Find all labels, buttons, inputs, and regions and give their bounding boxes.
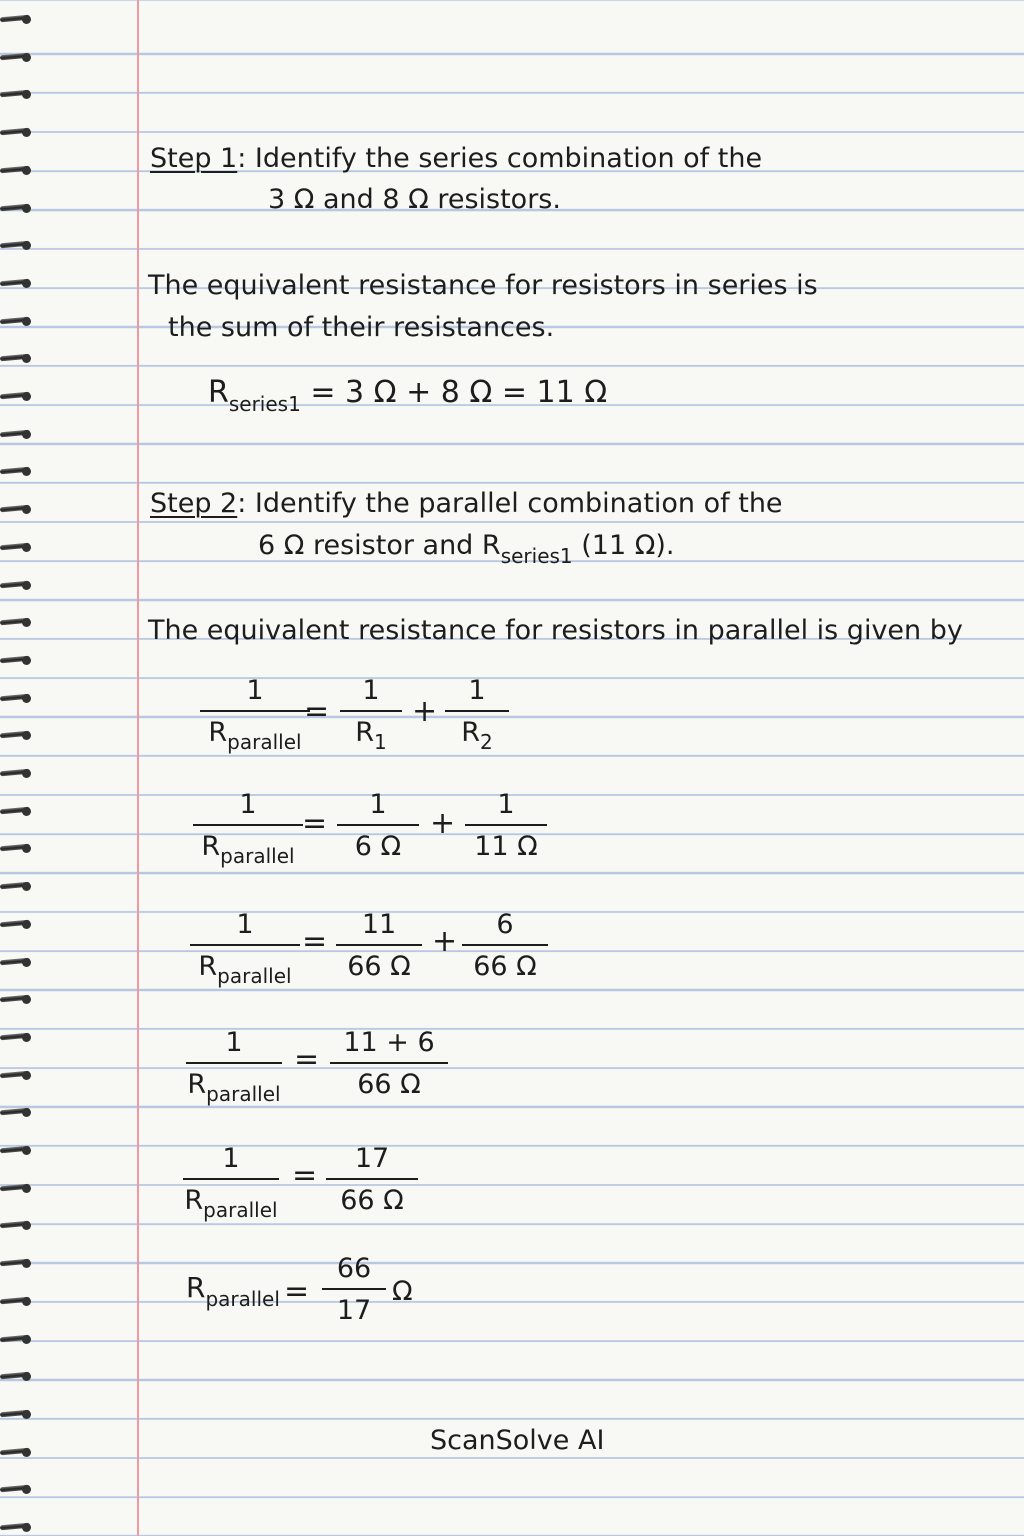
parallel-sub: parallel xyxy=(205,1287,280,1311)
step2-heading xyxy=(150,488,783,520)
eq2-frac1-num: 1 xyxy=(369,789,387,820)
spiral-coil xyxy=(0,1371,36,1383)
spiral-binding xyxy=(0,0,44,1536)
spiral-coil xyxy=(0,1334,36,1346)
spiral-coil xyxy=(0,693,36,705)
spiral-coil xyxy=(0,919,36,931)
step2-line2a: 6 Ω resistor and xyxy=(258,530,474,561)
eq5-frac-num: 17 xyxy=(354,1143,390,1174)
eq1-frac2-den xyxy=(445,712,509,754)
eq4-frac-den: 66 Ω xyxy=(357,1069,421,1100)
eq4-frac-num: 11 + 6 xyxy=(343,1027,435,1058)
spiral-coil xyxy=(0,768,36,780)
step2-sub: series1 xyxy=(500,544,573,568)
eq5-lhs-den xyxy=(183,1180,279,1222)
spiral-coil xyxy=(0,1409,36,1421)
spiral-coil xyxy=(0,580,36,592)
spiral-coil xyxy=(0,1447,36,1459)
spiral-coil xyxy=(0,429,36,441)
eq5-lhs-fraction xyxy=(183,1143,279,1222)
step1-label: Step 1 xyxy=(150,143,238,174)
eq3-lhs-fraction xyxy=(190,909,300,988)
r-symbol: R xyxy=(184,1185,204,1216)
spiral-coil xyxy=(0,1070,36,1082)
eq2-lhs-fraction xyxy=(193,789,303,868)
margin-line xyxy=(137,0,139,1536)
eq3-plus: + xyxy=(432,924,458,959)
parallel-text: The equivalent resistance for resistors in parallel is given by xyxy=(148,615,963,646)
eq1-lhs-num: 1 xyxy=(246,675,264,706)
spiral-coil xyxy=(0,165,36,177)
spiral-coil xyxy=(0,316,36,328)
spiral-coil xyxy=(0,1484,36,1496)
eq1-frac1-den xyxy=(340,712,402,754)
step2-line2 xyxy=(258,530,675,568)
r2-symbol: R xyxy=(461,717,481,748)
eq1-lhs-fraction xyxy=(200,675,310,754)
spiral-coil xyxy=(0,617,36,629)
eq6-frac xyxy=(322,1254,386,1326)
eq5-frac xyxy=(326,1144,418,1216)
series-sub: series1 xyxy=(228,392,301,416)
eq5-frac-den: 66 Ω xyxy=(340,1185,404,1216)
parallel-sub: parallel xyxy=(203,1198,278,1222)
r1-symbol: R xyxy=(355,717,375,748)
spiral-coil xyxy=(0,843,36,855)
eq2-frac2-den: 11 Ω xyxy=(474,831,538,862)
step2-line1: : Identify the parallel combination of the xyxy=(237,488,783,519)
spiral-coil xyxy=(0,957,36,969)
eq6-frac-num: 66 xyxy=(336,1253,372,1284)
step2-line2b: (11 Ω). xyxy=(581,530,675,561)
parallel-sub: parallel xyxy=(220,844,295,868)
spiral-coil xyxy=(0,391,36,403)
parallel-sub: parallel xyxy=(227,730,302,754)
series-r: R xyxy=(208,375,229,410)
eq2-equals: = xyxy=(302,806,328,841)
series-equation xyxy=(208,375,608,416)
spiral-coil xyxy=(0,466,36,478)
parallel-sub: parallel xyxy=(217,964,292,988)
eq5-equals: = xyxy=(292,1158,318,1193)
eq4-lhs-fraction xyxy=(186,1027,282,1106)
r2-sub: 2 xyxy=(480,730,493,754)
eq3-frac1-den: 66 Ω xyxy=(347,951,411,982)
spiral-coil xyxy=(0,52,36,64)
spiral-coil xyxy=(0,89,36,101)
eq2-lhs-num: 1 xyxy=(239,789,257,820)
eq5-lhs-num: 1 xyxy=(222,1143,240,1174)
r-symbol: R xyxy=(187,1069,207,1100)
eq1-lhs-den xyxy=(200,712,310,754)
eq4-equals: = xyxy=(294,1042,320,1077)
r-symbol: R xyxy=(208,717,228,748)
spiral-coil xyxy=(0,504,36,516)
eq2-plus: + xyxy=(430,806,456,841)
spiral-coil xyxy=(0,1522,36,1534)
eq3-frac1 xyxy=(336,910,422,982)
spiral-coil xyxy=(0,655,36,667)
spiral-coil xyxy=(0,14,36,26)
spiral-coil xyxy=(0,881,36,893)
step1-line2: 3 Ω and 8 Ω resistors. xyxy=(268,184,561,215)
spiral-coil xyxy=(0,353,36,365)
eq1-frac1-num: 1 xyxy=(362,675,380,706)
spiral-coil xyxy=(0,542,36,554)
spiral-coil xyxy=(0,1258,36,1270)
spiral-coil xyxy=(0,806,36,818)
step2-r: R xyxy=(481,530,501,561)
step2-label: Step 2 xyxy=(150,488,238,519)
r-symbol: R xyxy=(198,951,218,982)
series-text-line1: The equivalent resistance for resistors in series is xyxy=(148,270,818,301)
eq3-frac2-den: 66 Ω xyxy=(473,951,537,982)
eq2-frac2-num: 1 xyxy=(497,789,515,820)
spiral-coil xyxy=(0,1183,36,1195)
parallel-sub: parallel xyxy=(206,1082,281,1106)
spiral-coil xyxy=(0,1296,36,1308)
step1-line1: : Identify the series combination of the xyxy=(237,143,763,174)
eq3-frac1-num: 11 xyxy=(361,909,397,940)
eq1-frac2 xyxy=(445,675,509,754)
spiral-coil xyxy=(0,1032,36,1044)
step1-heading xyxy=(150,143,762,175)
spiral-coil xyxy=(0,1220,36,1232)
r1-sub: 1 xyxy=(374,730,387,754)
eq4-lhs-den xyxy=(186,1064,282,1106)
eq6-lhs xyxy=(186,1271,280,1311)
eq3-lhs-den xyxy=(190,946,300,988)
eq2-frac2 xyxy=(465,790,547,862)
spiral-coil xyxy=(0,203,36,215)
eq2-frac1-den: 6 Ω xyxy=(354,831,402,862)
eq1-frac2-num: 1 xyxy=(468,675,486,706)
footer-brand: ScanSolve AI xyxy=(430,1425,605,1456)
spiral-coil xyxy=(0,730,36,742)
eq3-equals: = xyxy=(302,924,328,959)
series-rhs: = 3 Ω + 8 Ω = 11 Ω xyxy=(310,375,608,410)
r-symbol: R xyxy=(186,1271,206,1304)
spiral-coil xyxy=(0,278,36,290)
eq6-equals: = xyxy=(284,1274,310,1309)
spiral-coil xyxy=(0,1107,36,1119)
eq2-frac1 xyxy=(337,790,419,862)
eq3-frac2 xyxy=(462,910,548,982)
series-text-line2: the sum of their resistances. xyxy=(168,312,555,343)
eq4-lhs-num: 1 xyxy=(225,1027,243,1058)
eq1-equals: = xyxy=(304,694,330,729)
eq6-unit: Ω xyxy=(392,1276,413,1307)
eq1-frac1 xyxy=(340,675,402,754)
spiral-coil xyxy=(0,127,36,139)
eq3-lhs-num: 1 xyxy=(236,909,254,940)
eq2-lhs-den xyxy=(193,826,303,868)
eq4-frac xyxy=(330,1028,448,1100)
spiral-coil xyxy=(0,1145,36,1157)
r-symbol: R xyxy=(201,831,221,862)
eq1-plus: + xyxy=(412,694,438,729)
spiral-coil xyxy=(0,994,36,1006)
spiral-coil xyxy=(0,240,36,252)
eq6-frac-den: 17 xyxy=(336,1295,372,1326)
eq3-frac2-num: 6 xyxy=(496,909,514,940)
